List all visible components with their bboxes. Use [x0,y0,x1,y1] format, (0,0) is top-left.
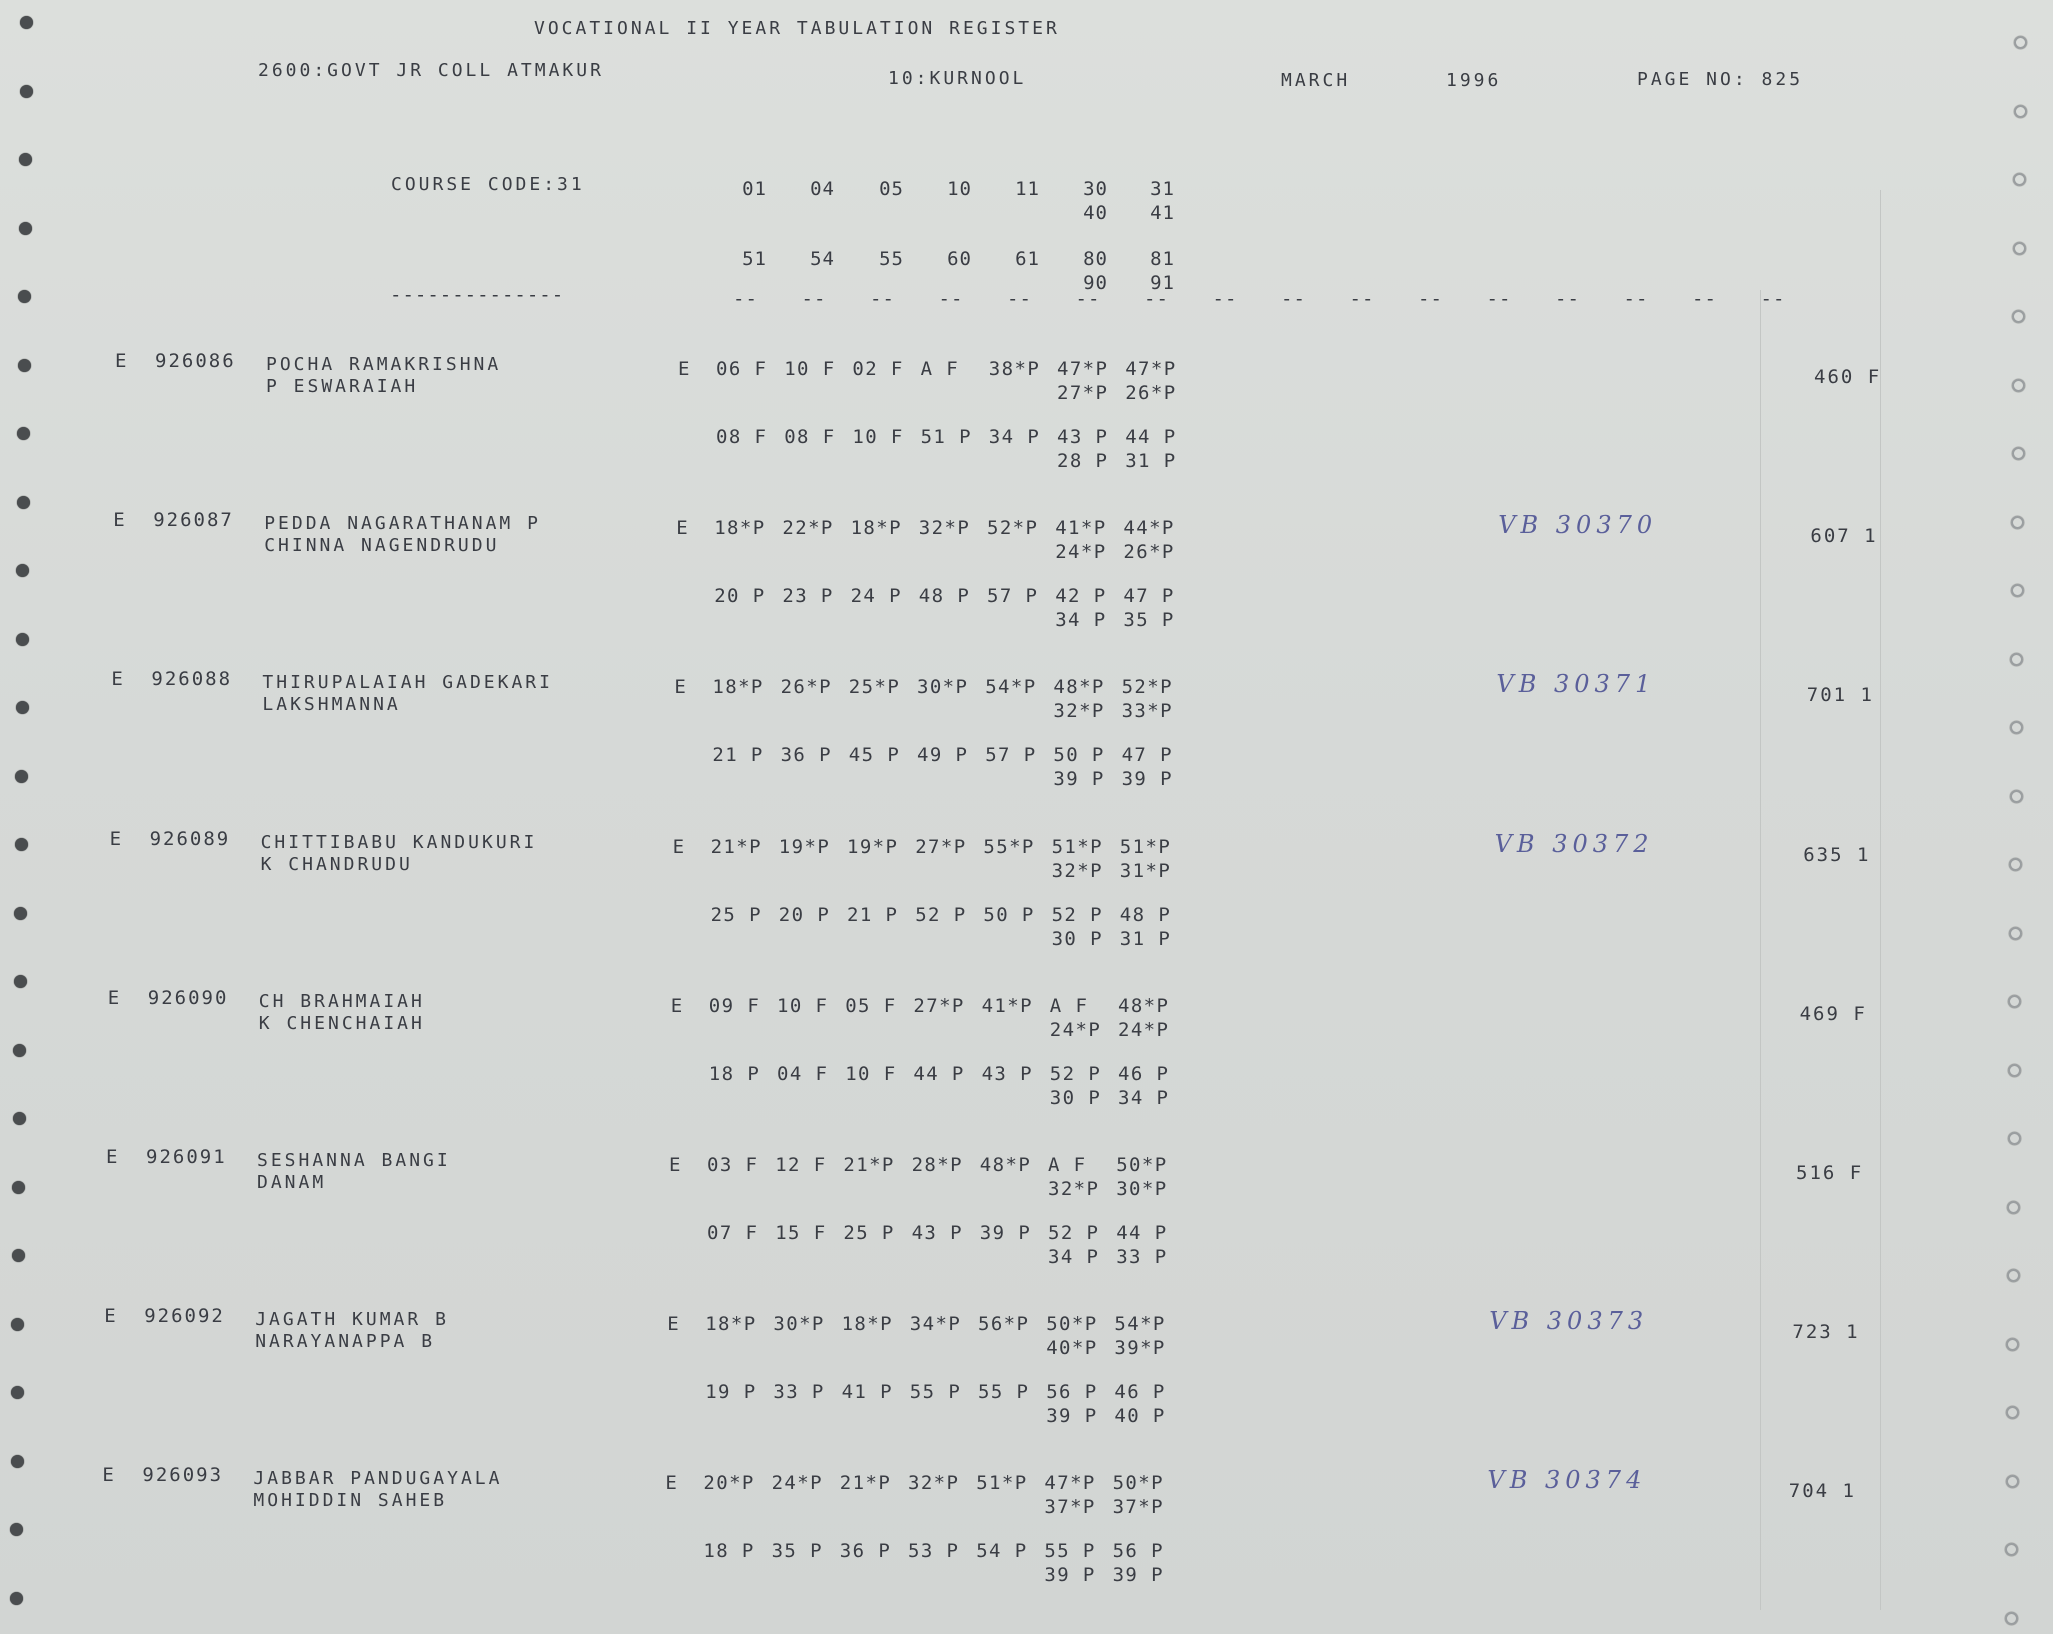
college-name: 2600:GOVT JR COLL ATMAKUR [258,60,604,81]
record-type: E [111,668,125,691]
mark-cell: 34 P [1048,1246,1100,1268]
mark-cell: 48 P [1119,903,1172,926]
mark-cell: 27*P [913,994,965,1017]
father-name: MOHIDDIN SAHEB [253,1490,448,1512]
mark-cell: 51*P [976,1472,1028,1495]
mark-cell: 09 F [708,994,761,1017]
mark-cell: 24*P [1118,1018,1170,1041]
feed-hole [18,290,31,303]
mark-cell: 54*P [1114,1313,1166,1336]
column-dash: -- [1760,288,1786,310]
page-number: PAGE NO: 825 [1637,69,1804,90]
father-name: K CHANDRUDU [260,853,413,875]
mark-cell: 21*P [710,835,762,858]
mark-cell: 18*P [705,1313,757,1336]
mark-cell: 46 P [1114,1381,1166,1404]
column-dash: -- [1349,288,1375,310]
mark-cell: 10 F [852,426,904,448]
column-dash: -- [1623,288,1649,310]
total-result: 635 1 [1803,843,1871,866]
feed-hole [11,1455,24,1468]
mark-cell: 56*P [978,1313,1030,1336]
column-dash: -- [1418,288,1443,310]
total-result: 701 1 [1806,684,1874,707]
record-type: E [104,1305,118,1328]
subject-code: 41 [1150,202,1175,224]
mark-cell: 22*P [782,517,834,540]
feed-hole [13,1112,26,1125]
mark-cell: 43 P [1057,426,1109,448]
mark-cell: 19*P [847,835,899,858]
feed-hole [12,1181,25,1194]
subject-code: 61 [1015,248,1040,270]
name-underline: -------------- [390,284,565,306]
handwritten-note: VB 30373 [1489,1307,1649,1336]
mark-cell: 33 P [773,1381,825,1404]
mark-cell: 44 P [1116,1222,1168,1244]
mark-cell: A F [920,358,960,380]
mark-cell: 02 F [852,358,904,380]
feed-hole [10,1523,23,1536]
mark-cell: 20*P [703,1472,755,1495]
mark-cell: 47 P [1123,585,1175,608]
record-type: E [115,350,129,372]
mark-cell: 27*P [915,835,967,858]
column-rule [1880,190,1881,1610]
exam-year: 1996 [1446,70,1502,91]
mark-cell: 55*P [983,835,1035,858]
feed-hole [2012,447,2025,460]
mark-cell: 24 P [850,585,902,608]
mark-cell: 50*P [1112,1472,1164,1495]
total-result: 607 1 [1810,525,1878,548]
mark-cell: 37*P [1044,1496,1096,1519]
record-type: E [107,986,122,1009]
mark-cell: 21 P [712,744,764,767]
column-dash: -- [733,288,758,310]
student-name: JAGATH KUMAR B [255,1309,449,1331]
mark-cell: 41 P [841,1381,893,1404]
total-result: 460 F [1814,366,1882,388]
group-code: E [676,517,690,540]
register-title: VOCATIONAL II YEAR TABULATION REGISTER [534,18,1060,39]
record-type: E [106,1146,120,1168]
mark-cell: 42 P [1055,585,1107,608]
mark-cell: A F [1048,1154,1087,1176]
feed-hole [2012,379,2025,392]
mark-cell: 44*P [1123,517,1175,540]
record-type: E [102,1464,116,1487]
mark-cell: 41*P [981,994,1033,1017]
mark-cell: 30*P [1116,1178,1168,1200]
mark-cell: 56 P [1046,1381,1098,1404]
student-name: POCHA RAMAKRISHNA [266,354,502,375]
mark-cell: 41*P [1055,517,1107,540]
mark-cell: 47*P [1125,358,1177,380]
feed-hole [2013,173,2026,186]
subject-code: 51 [742,248,767,270]
feed-hole [15,838,28,851]
mark-cell: 51*P [1051,835,1103,858]
handwritten-note: VB 30371 [1496,670,1656,699]
mark-cell: 32*P [918,517,971,540]
mark-cell: 18 P [708,1062,761,1085]
column-dash: -- [1281,288,1306,310]
feed-hole [13,1044,26,1057]
mark-cell: 25 P [710,903,762,926]
father-name: NARAYANAPPA B [255,1331,436,1353]
mark-cell: 50*P [1116,1154,1168,1176]
handwritten-note: VB 30370 [1498,511,1658,540]
column-dash: -- [1007,288,1032,310]
roll-number: 926086 [155,350,236,372]
column-dash: -- [1692,288,1717,310]
feed-hole [14,907,27,920]
mark-cell: A F [1049,994,1089,1017]
mark-cell: 08 F [716,426,768,448]
feed-hole [16,633,29,646]
feed-hole [2007,1269,2020,1282]
mark-cell: 43 P [981,1062,1033,1085]
student-name: CHITTIBABU KANDUKURI [260,831,538,853]
mark-cell: 18*P [714,517,766,540]
mark-cell: 05 F [845,994,897,1017]
mark-cell: 44 P [1125,426,1177,448]
course-code: COURSE CODE:31 [391,174,585,195]
feed-hole [20,16,33,29]
feed-hole [19,222,32,235]
mark-cell: 52*P [1121,676,1173,699]
mark-cell: 50*P [1046,1313,1098,1336]
mark-cell: 54*P [985,676,1037,699]
subject-code: 91 [1150,272,1175,294]
mark-cell: 55 P [978,1381,1030,1404]
column-dash: -- [1075,288,1101,310]
feed-hole [11,1386,24,1399]
mark-cell: 36 P [839,1540,892,1563]
total-result: 516 F [1796,1162,1864,1184]
subject-code: 80 [1083,248,1108,270]
subject-code: 10 [947,178,972,200]
mark-cell: 21*P [839,1472,892,1495]
feed-hole [2008,1064,2021,1077]
mark-cell: 48*P [979,1154,1032,1176]
feed-hole [2010,790,2023,803]
mark-cell: 49 P [917,744,969,767]
feed-hole [2009,858,2022,871]
group-code: E [669,1154,683,1176]
group-code: E [672,835,687,858]
mark-cell: 26*P [1123,541,1175,564]
mark-cell: 03 F [707,1154,759,1176]
mark-cell: 40 P [1114,1405,1166,1428]
roll-number: 926092 [144,1305,225,1328]
mark-cell: 24*P [1055,541,1107,564]
column-dash: -- [801,288,827,310]
feed-hole [2013,242,2026,255]
mark-cell: 39 P [1112,1564,1164,1587]
feed-hole [2012,310,2025,323]
mark-cell: 52 P [915,903,967,926]
mark-cell: 25*P [848,676,901,699]
feed-hole [2005,1543,2018,1556]
roll-number: 926091 [146,1146,227,1168]
feed-hole [18,359,31,372]
subject-code: 05 [879,178,904,200]
mark-cell: 18*P [841,1313,893,1336]
mark-cell: 27*P [1057,382,1109,404]
mark-cell: 33 P [1116,1246,1168,1268]
mark-cell: 04 F [777,1062,829,1085]
handwritten-note: VB 30374 [1487,1466,1647,1495]
mark-cell: 18*P [850,517,902,540]
mark-cell: 24*P [1049,1018,1102,1041]
subject-code: 31 [1150,178,1175,200]
mark-cell: 10 F [777,994,829,1017]
record-type: E [113,509,127,532]
mark-cell: 53 P [908,1540,960,1563]
feed-hole [20,85,33,98]
father-name: LAKSHMANNA [262,694,401,716]
mark-cell: 57 P [987,585,1039,608]
feed-hole [2006,1475,2019,1488]
total-result: 723 1 [1792,1321,1860,1344]
mark-cell: 39*P [1114,1337,1166,1360]
column-dash: -- [870,288,895,310]
feed-hole [2008,1132,2021,1145]
mark-cell: 21 P [847,903,899,926]
subject-code: 40 [1083,202,1108,224]
mark-cell: 32*P [1048,1178,1100,1200]
subject-code: 90 [1083,272,1108,294]
total-result: 469 F [1799,1002,1867,1025]
roll-number: 926088 [151,668,233,691]
mark-cell: 31 P [1125,450,1177,472]
mark-cell: 10 F [845,1062,897,1085]
mark-cell: 52 P [1051,903,1103,926]
mark-cell: 39 P [1053,768,1105,791]
father-name: DANAM [257,1172,327,1193]
feed-hole [12,1249,25,1262]
mark-cell: 25 P [843,1222,895,1244]
feed-hole [15,770,28,783]
mark-cell: 28*P [911,1154,963,1176]
roll-number: 926089 [149,827,231,850]
group-code: E [678,358,692,380]
mark-cell: 06 F [716,358,768,380]
mark-cell: 34 P [988,426,1041,448]
mark-cell: 39 P [1046,1405,1098,1428]
mark-cell: 48*P [1053,676,1105,699]
mark-cell: 36 P [780,744,832,767]
mark-cell: 52 P [1049,1062,1102,1085]
student-name: SESHANNA BANGI [257,1150,451,1171]
mark-cell: 34 P [1118,1086,1170,1109]
mark-cell: 56 P [1112,1540,1164,1563]
mark-cell: 39 P [1121,768,1173,791]
mark-cell: 21*P [843,1154,895,1176]
column-dash: -- [938,288,964,310]
mark-cell: 24*P [771,1472,823,1495]
subject-code: 55 [879,248,904,270]
subject-code: 60 [947,248,972,270]
feed-hole [11,1318,24,1331]
feed-hole [2014,105,2027,118]
feed-hole [2009,927,2022,940]
mark-cell: 43 P [911,1222,963,1244]
mark-cell: 26*P [1125,382,1177,404]
mark-cell: 48*P [1118,994,1170,1017]
feed-hole [2006,1338,2019,1351]
mark-cell: 54 P [976,1540,1028,1563]
column-dash: -- [1144,288,1169,310]
mark-cell: 32*P [908,1472,960,1495]
mark-cell: 07 F [707,1222,759,1244]
feed-hole [2007,1201,2020,1214]
district: 10:KURNOOL [888,68,1027,89]
mark-cell: 30 P [1051,927,1103,950]
column-dash: -- [1212,288,1238,310]
student-name: PEDDA NAGARATHANAM P [264,513,541,535]
group-code: E [667,1313,681,1336]
feed-hole [2008,995,2021,1008]
feed-hole [2010,653,2023,666]
mark-cell: 52*P [987,517,1039,540]
father-name: CHINNA NAGENDRUDU [264,535,500,557]
mark-cell: 47*P [1044,1472,1096,1495]
student-name: CH BRAHMAIAH [258,990,425,1012]
mark-cell: 10 F [784,358,836,380]
feed-hole [16,701,29,714]
subject-code: 81 [1150,248,1175,270]
mark-cell: 23 P [782,585,834,608]
mark-cell: 38*P [988,358,1041,380]
student-name: THIRUPALAIAH GADEKARI [262,672,553,694]
mark-cell: 30*P [917,676,969,699]
mark-cell: 51 P [920,426,972,448]
mark-cell: 33*P [1121,700,1173,723]
column-dash: -- [1555,288,1580,310]
record-type: E [109,827,124,850]
mark-cell: 18*P [712,676,764,699]
mark-cell: 15 F [775,1222,827,1244]
mark-cell: 30 P [1049,1086,1102,1109]
exam-month: MARCH [1281,70,1351,91]
mark-cell: 57 P [985,744,1037,767]
mark-cell: 37*P [1112,1496,1164,1519]
father-name: P ESWARAIAH [266,376,419,397]
mark-cell: 32*P [1053,700,1105,723]
mark-cell: 20 P [714,585,766,608]
mark-cell: 48 P [918,585,971,608]
mark-cell: 55 P [1044,1540,1096,1563]
mark-cell: 47*P [1057,358,1109,380]
subject-code: 30 [1083,178,1108,200]
mark-cell: 31*P [1119,859,1172,882]
mark-cell: 30*P [773,1313,825,1336]
feed-hole [2011,584,2024,597]
mark-cell: 47 P [1121,744,1173,767]
mark-cell: 32*P [1051,859,1103,882]
feed-hole [14,975,27,988]
feed-hole [10,1592,23,1605]
mark-cell: 50 P [983,903,1035,926]
subject-code: 01 [742,178,767,200]
mark-cell: 50 P [1053,744,1105,767]
handwritten-note: VB 30372 [1494,829,1654,858]
mark-cell: 40*P [1046,1337,1098,1360]
mark-cell: 51*P [1119,835,1172,858]
total-result: 704 1 [1788,1480,1856,1503]
mark-cell: 31 P [1119,927,1172,950]
mark-cell: 46 P [1118,1062,1170,1085]
roll-number: 926093 [142,1464,224,1487]
father-name: K CHENCHAIAH [258,1012,425,1034]
mark-cell: 34*P [909,1313,962,1336]
feed-hole [2005,1612,2018,1625]
mark-cell: 20 P [778,903,831,926]
group-code: E [674,676,688,699]
mark-cell: 34 P [1055,609,1107,632]
column-rule [1760,290,1761,1610]
feed-hole [2014,36,2027,49]
subject-code: 04 [810,178,835,200]
mark-cell: 39 P [1044,1564,1096,1587]
mark-cell: 52 P [1048,1222,1100,1244]
roll-number: 926090 [147,986,229,1009]
group-code: E [670,994,685,1017]
mark-cell: 28 P [1057,450,1109,472]
mark-cell: 12 F [775,1154,827,1176]
mark-cell: 26*P [780,676,832,699]
group-code: E [665,1472,679,1495]
feed-hole [17,496,30,509]
mark-cell: 19*P [778,835,831,858]
feed-hole [17,427,30,440]
mark-cell: 18 P [703,1540,755,1563]
subject-code: 11 [1015,178,1040,200]
mark-cell: 45 P [848,744,901,767]
mark-cell: 39 P [979,1222,1032,1244]
mark-cell: 08 F [784,426,836,448]
subject-code: 54 [810,248,835,270]
column-dash: -- [1486,288,1512,310]
mark-cell: 35 P [771,1540,823,1563]
mark-cell: 55 P [909,1381,962,1404]
mark-cell: 19 P [705,1381,757,1404]
student-name: JABBAR PANDUGAYALA [253,1468,503,1490]
feed-hole [16,564,29,577]
feed-hole [2011,516,2024,529]
feed-hole [2010,721,2023,734]
feed-hole [2006,1406,2019,1419]
mark-cell: 44 P [913,1062,965,1085]
roll-number: 926087 [153,509,234,532]
feed-hole [19,153,32,166]
mark-cell: 35 P [1123,609,1175,632]
